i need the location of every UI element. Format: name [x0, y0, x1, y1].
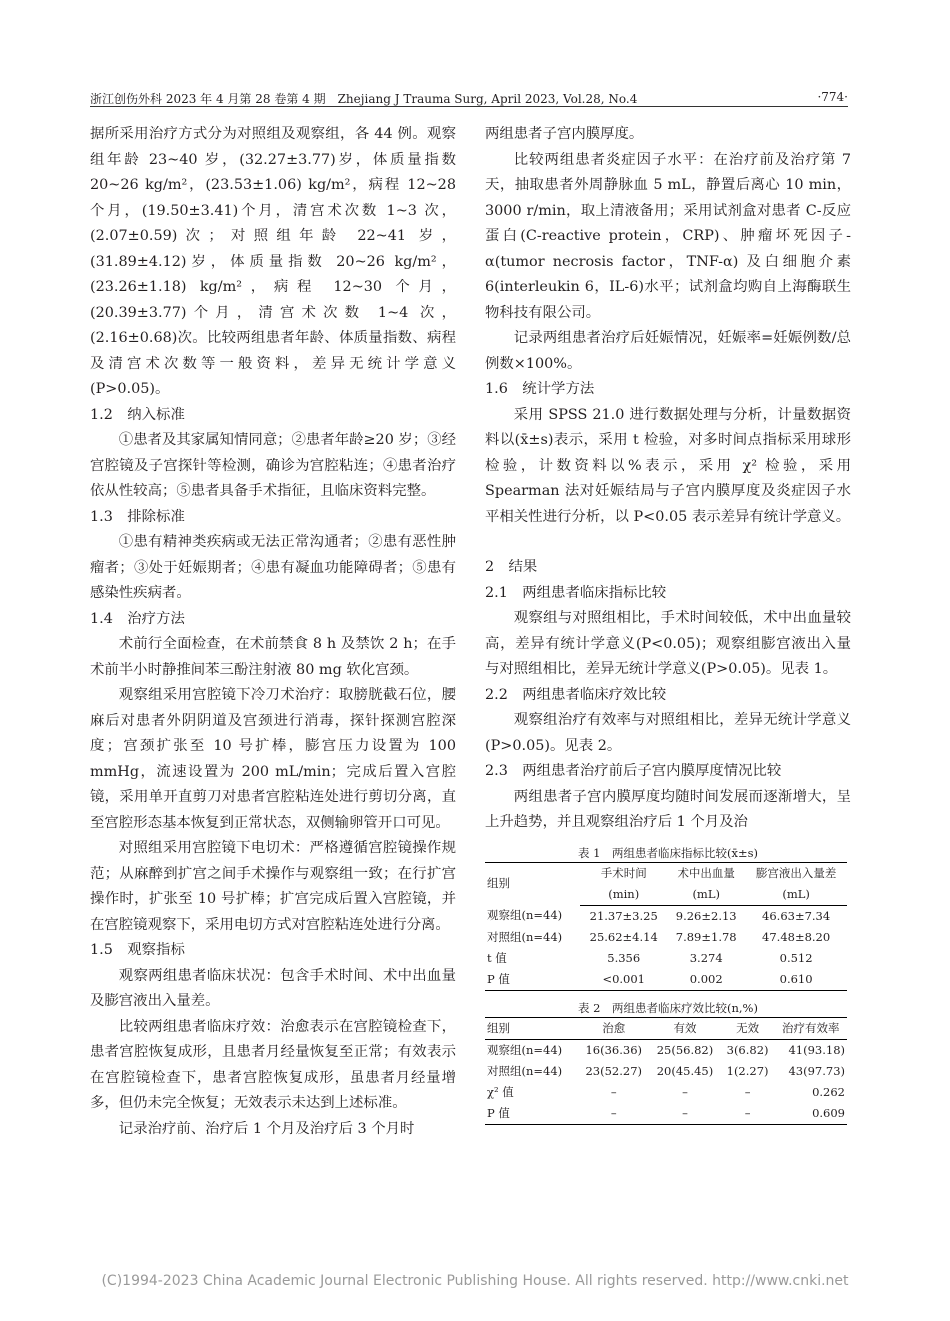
paragraph-preop: 术前行全面检查，在术前禁食 8 h 及禁饮 2 h；在手术前半小时静推间苯三酚注射液 80 mg 软化宫颈。: [90, 636, 456, 678]
table-cell: –: [744, 1105, 751, 1120]
table2-header: 治疗有效率: [775, 1017, 847, 1039]
paragraph-clinical-efficacy: 比较两组患者临床疗效：治愈表示在宫腔镜检查下，患者宫腔恢复成形，且患者月经量恢复至正常；有效表示在宫腔镜检查下，患者宫腔恢复成形，虽患者月经量增多，但仍未完全恢复；无效表示未达到上述标准。: [90, 1018, 456, 1111]
table-row-label: P 值: [487, 971, 510, 986]
table-row-label: 对照组(n=44): [487, 1063, 563, 1078]
table-cell: –: [744, 1084, 751, 1099]
running-header: [90, 88, 848, 107]
table-cell: 43(97.73): [788, 1063, 845, 1078]
copyright-footer: (C)1994-2023 China Academic Journal Electronic Publishing House. All rights reserved. http://www.cnki.net: [101, 1273, 849, 1289]
table2-header: 无效: [721, 1017, 775, 1039]
table-cell: 7.89±1.78: [675, 929, 737, 944]
heading-inclusion-criteria: 1.2 纳入标准: [90, 406, 185, 423]
left-column: [90, 122, 456, 1142]
table-row: [485, 948, 847, 969]
heading-clinical-indicators: 2.1 两组患者临床指标比较: [485, 584, 667, 601]
heading-treatment-method: 1.4 治疗方法: [90, 610, 185, 627]
paragraph-control-group: 对照组采用宫腔镜下电切术：严格遵循宫腔镜操作规范；从麻醉到扩宫之间手术操作与观察组一致；在行扩宫操作时，扩张至 10 号扩棒；扩宫完成后置入宫腔镜，并在宫腔镜观察下，采用电切方式对宫腔粘连处进行分离。: [90, 840, 456, 933]
table-row-label: 观察组(n=44): [487, 908, 563, 923]
table-cell: 0.002: [689, 971, 723, 986]
page-number: ·774·: [817, 90, 848, 104]
paragraph-clinical-efficacy-result: 观察组治疗有效率与对照组相比，差异无统计学意义(P>0.05)。见表 2。: [485, 712, 851, 754]
table-cell: 23(52.27): [585, 1063, 643, 1078]
table-cell: –: [682, 1084, 688, 1099]
table-row-label: P 值: [487, 1105, 510, 1120]
table-cell: 0.262: [812, 1084, 845, 1099]
table-cell: –: [610, 1084, 617, 1099]
paragraph-clinical-indicators: 观察组与对照组相比，手术时间较低，术中出血量较高，差异有统计学意义(P<0.05)；观察组膨宫液出入量与对照组相比，差异无统计学意义(P>0.05)。见表 1。: [485, 610, 851, 677]
table-row: [485, 1082, 847, 1103]
journal-citation: 浙江创伤外科 2023 年 4 月第 28 卷第 4 期 Zhejiang J Trauma Surg, April 2023, Vol.28, No.4: [90, 92, 638, 106]
table1-header-name: 膨宫液出入量差: [755, 865, 837, 880]
table-cell: 25(56.82): [656, 1042, 714, 1057]
table1-header-group: 组别: [487, 876, 510, 891]
paragraph-statistics: 采用 SPSS 21.0 进行数据处理与分析，计量数据资料以(x̄±s)表示，采用 t 检验，对多时间点指标采用球形检验，计数资料以%表示，采用 χ² 检验，采用 Spearman 法对妊娠结局与子宫内膜厚度及炎症因子水平相关性进行分析，以 P<0.05 表示差异有统计学意义。: [485, 406, 851, 525]
heading-clinical-efficacy: 2.2 两组患者临床疗效比较: [485, 686, 667, 703]
table1-header-unit: (mL): [667, 884, 745, 906]
paragraph-observation-group: 观察组采用宫腔镜下冷刀术治疗：取膀胱截石位，腰麻后对患者外阴阴道及宫颈进行消毒，探针探测宫腔深度；宫颈扩张至 10 号扩棒，膨宫压力设置为 100 mmHg，流速设置为 200 mL/min；完成后置入宫腔镜，采用单开直剪刀对患者宫腔粘连处进行剪切分离，直至宫腔形态基本恢复到正常状态，双侧输卵管开口可见。: [90, 687, 456, 831]
table-cell: 21.37±3.25: [589, 908, 658, 923]
heading-endometrium-thickness: 2.3 两组患者治疗前后子宫内膜厚度情况比较: [485, 763, 782, 779]
table2-clinical-efficacy: [485, 1017, 847, 1125]
paragraph-inflammatory-factors: 比较两组患者炎症因子水平：在治疗前及治疗第 7 天，抽取患者外周静脉血 5 mL，静置后离心 10 min，3000 r/min，取上清液备用；采用试剂盒对患者 C-反应蛋白(C-reactive protein，CRP)、肿瘤坏死因子-α(tumor necrosis factor，TNF-α) 及白细胞介素 6(interleukin 6，IL-6)水平；试剂盒均购自上海酶联生物科技有限公司。: [485, 151, 851, 321]
table-row-label: 观察组(n=44): [487, 1042, 563, 1057]
paragraph-clinical-status: 观察两组患者临床状况：包含手术时间、术中出血量及膨宫液出入量差。: [90, 967, 456, 1009]
table1-header-name: 手术时间: [600, 865, 647, 880]
table-cell: <0.001: [602, 971, 645, 986]
paragraph-general-data: 据所采用治疗方式分为对照组及观察组，各 44 例。观察组年龄 23~40 岁，(32.27±3.77)岁，体质量指数 20~26 kg/m²，(23.53±1.06) kg/m²，病程 12~28 个月，(19.50±3.41)个月，清宫术次数 1~3 次，(2.07±0.59)次；对照组年龄 22~41 岁，(31.89±4.12)岁，体质量指数 20~26 kg/m²，(23.26±1.18) kg/m²，病程 12~30 个月，(20.39±3.77)个月，清宫术次数 1~4 次，(2.16±0.68)次。比较两组患者年龄、体质量指数、病程及清宫术次数等一般资料，差异无统计学意义(P>0.05)。: [90, 126, 456, 397]
table-cell: 1(2.27): [726, 1063, 769, 1078]
table2-caption: 表 2 两组患者临床疗效比较(n,%): [578, 1000, 758, 1015]
table-row: [485, 1061, 847, 1082]
table-cell: –: [682, 1105, 688, 1120]
table-row: [485, 927, 847, 948]
table-cell: 47.48±8.20: [762, 929, 831, 944]
paragraph-endometrium-thickness: 两组患者子宫内膜厚度均随时间发展而逐渐增大，呈上升趋势，并且观察组治疗后 1 个月及治: [485, 788, 851, 830]
table-cell: 3(6.82): [726, 1042, 769, 1057]
table2-header: 有效: [649, 1017, 720, 1039]
table-row-label: χ² 值: [487, 1084, 514, 1099]
paragraph-endometrium-cont: 两组患者子宫内膜厚度。: [485, 126, 644, 142]
table-cell: 41(93.18): [788, 1042, 845, 1057]
table-cell: 9.26±2.13: [675, 908, 737, 923]
table-cell: –: [610, 1105, 617, 1120]
heading-statistics: 1.6 统计学方法: [485, 381, 595, 397]
table-row-label: 对照组(n=44): [487, 929, 563, 944]
paragraph-endometrium-record: 记录治疗前、治疗后 1 个月及治疗后 3 个月时: [118, 1120, 415, 1137]
table-cell: 46.63±7.34: [762, 908, 831, 923]
table-row: [485, 905, 847, 927]
table-cell: 20(45.45): [656, 1063, 714, 1078]
table-cell: 3.274: [689, 950, 723, 965]
table1-header-name: 术中出血量: [677, 865, 735, 880]
table1-caption: 表 1 两组患者临床指标比较(x̄±s): [578, 845, 758, 860]
table-row-label: t 值: [487, 950, 507, 965]
table-cell: 0.610: [779, 971, 813, 986]
right-column: [485, 122, 851, 1125]
table-cell: 25.62±4.14: [589, 929, 658, 944]
table-row: [485, 1103, 847, 1125]
paragraph-exclusion-criteria: ①患有精神类疾病或无法正常沟通者；②患有恶性肿瘤者；③处于妊娠期者；④患有凝血功能障碍者；⑤患有感染性疾病者。: [90, 534, 456, 601]
table-row: [485, 1039, 847, 1061]
table1-header-unit: (min): [580, 884, 667, 906]
table-cell: 16(36.36): [585, 1042, 643, 1057]
table1-clinical-indicators: [485, 862, 847, 991]
table1-header-unit: (mL): [745, 884, 847, 906]
table2-header: 治愈: [578, 1017, 649, 1039]
heading-observation-indicators: 1.5 观察指标: [90, 942, 185, 958]
heading-results: 2 结果: [485, 559, 538, 575]
table-cell: 0.609: [812, 1105, 845, 1120]
table2-header: 组别: [485, 1017, 578, 1039]
table-row: [485, 969, 847, 991]
paragraph-inclusion-criteria: ①患者及其家属知情同意；②患者年龄≥20 岁；③经宫腔镜及子宫探针等检测，确诊为宫腔粘连；④患者治疗依从性较高；⑤患者具备手术指征，且临床资料完整。: [90, 432, 456, 499]
table-cell: 0.512: [779, 950, 813, 965]
paragraph-pregnancy-rate: 记录两组患者治疗后妊娠情况，妊娠率=妊娠例数/总例数×100%。: [485, 330, 851, 372]
table-cell: 5.356: [607, 950, 641, 965]
heading-exclusion-criteria: 1.3 排除标准: [90, 508, 185, 525]
